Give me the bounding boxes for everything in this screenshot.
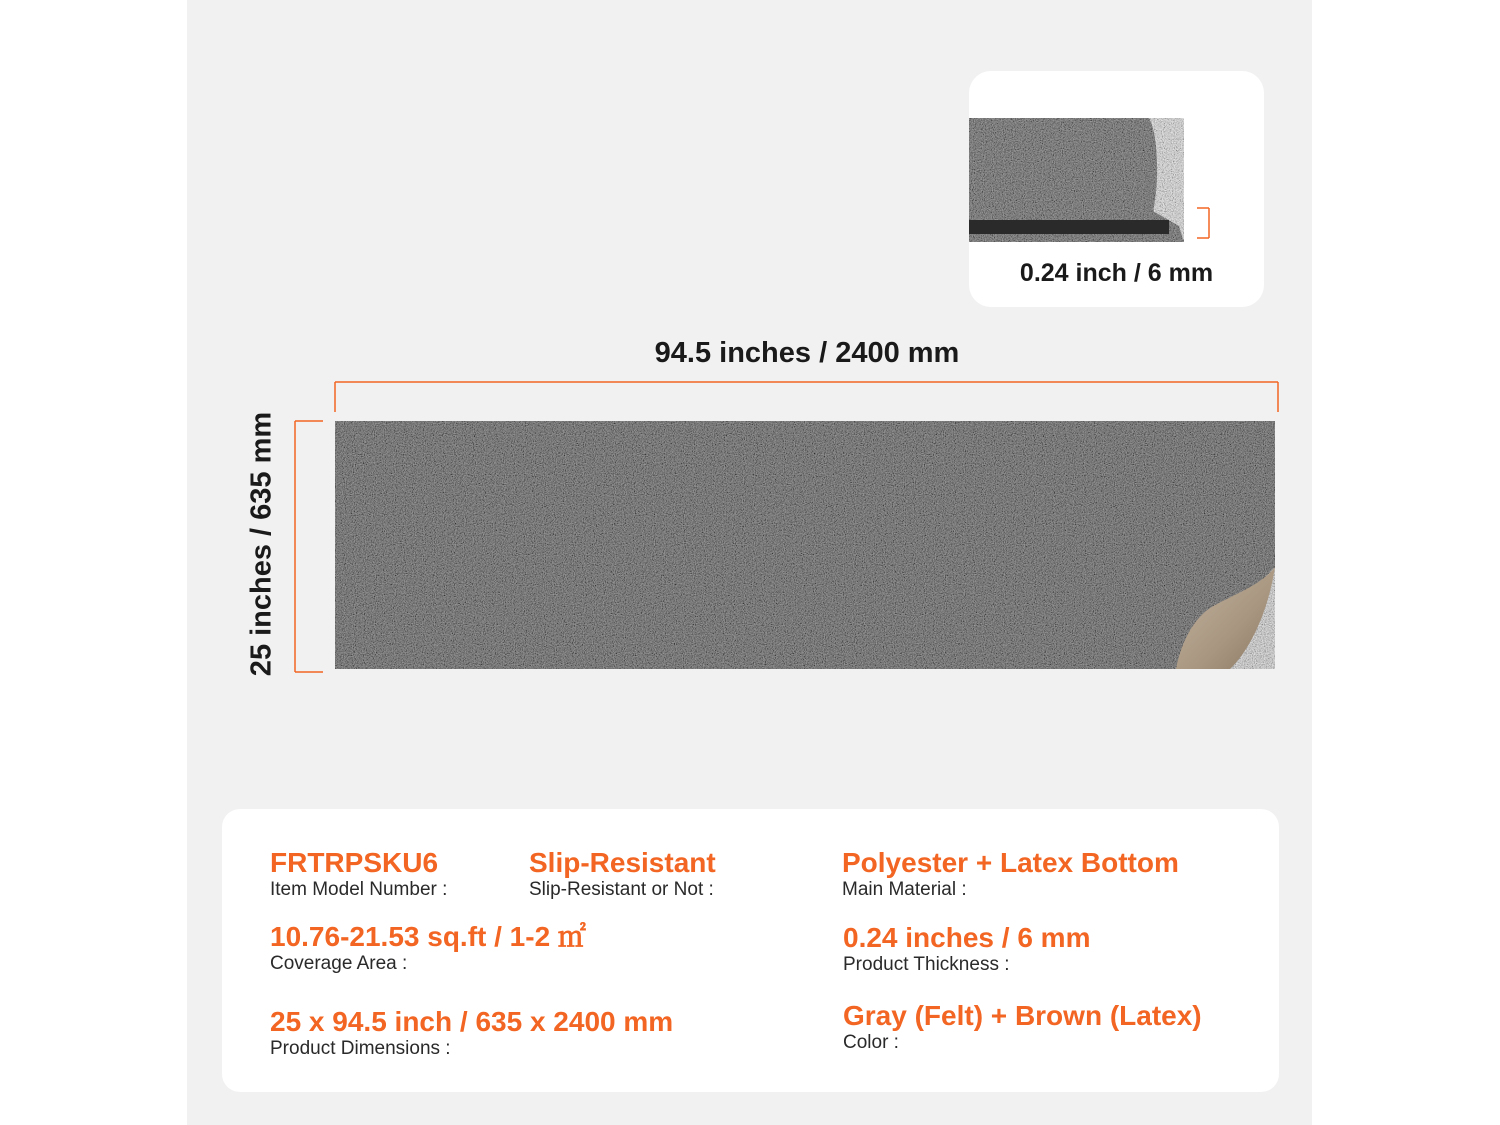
thickness-inset: [969, 71, 1264, 307]
spec-label: Coverage Area :: [270, 953, 408, 974]
spec-value: 0.24 inches / 6 mm: [843, 922, 1091, 953]
spec-slip-resistant: [529, 847, 716, 901]
width-dimension-label: 25 inches / 635 mm: [245, 411, 278, 677]
spec-value: Gray (Felt) + Brown (Latex): [843, 1000, 1202, 1031]
spec-label: Product Dimensions :: [270, 1038, 451, 1059]
spec-coverage-area: [270, 921, 586, 975]
spec-label: Color :: [843, 1032, 899, 1053]
spec-value: FRTRPSKU6: [270, 847, 439, 878]
spec-value: Slip-Resistant: [529, 847, 716, 878]
spec-label: Item Model Number :: [270, 879, 448, 900]
spec-card: [222, 809, 1279, 1092]
spec-label: Main Material :: [842, 879, 967, 900]
spec-value: 25 x 94.5 inch / 635 x 2400 mm: [270, 1006, 674, 1037]
spec-value: 10.76-21.53 sq.ft / 1-2 ㎡: [270, 921, 586, 952]
spec-color: [843, 1000, 1202, 1054]
spec-label: Slip-Resistant or Not :: [529, 879, 714, 900]
thickness-caption: 0.24 inch / 6 mm: [1019, 259, 1214, 287]
length-dimension-label: 94.5 inches / 2400 mm: [654, 337, 960, 369]
width-dimension-bracket: [295, 421, 323, 672]
spec-value: Polyester + Latex Bottom: [842, 847, 1179, 878]
length-dimension-bracket: [335, 382, 1278, 412]
felt-pad: [335, 421, 1275, 669]
spec-thickness: [843, 922, 1090, 976]
spec-model-number: [270, 847, 447, 901]
spec-label: Product Thickness :: [843, 954, 1010, 975]
spec-dimensions: [270, 1006, 673, 1060]
spec-main-material: [842, 847, 1179, 901]
